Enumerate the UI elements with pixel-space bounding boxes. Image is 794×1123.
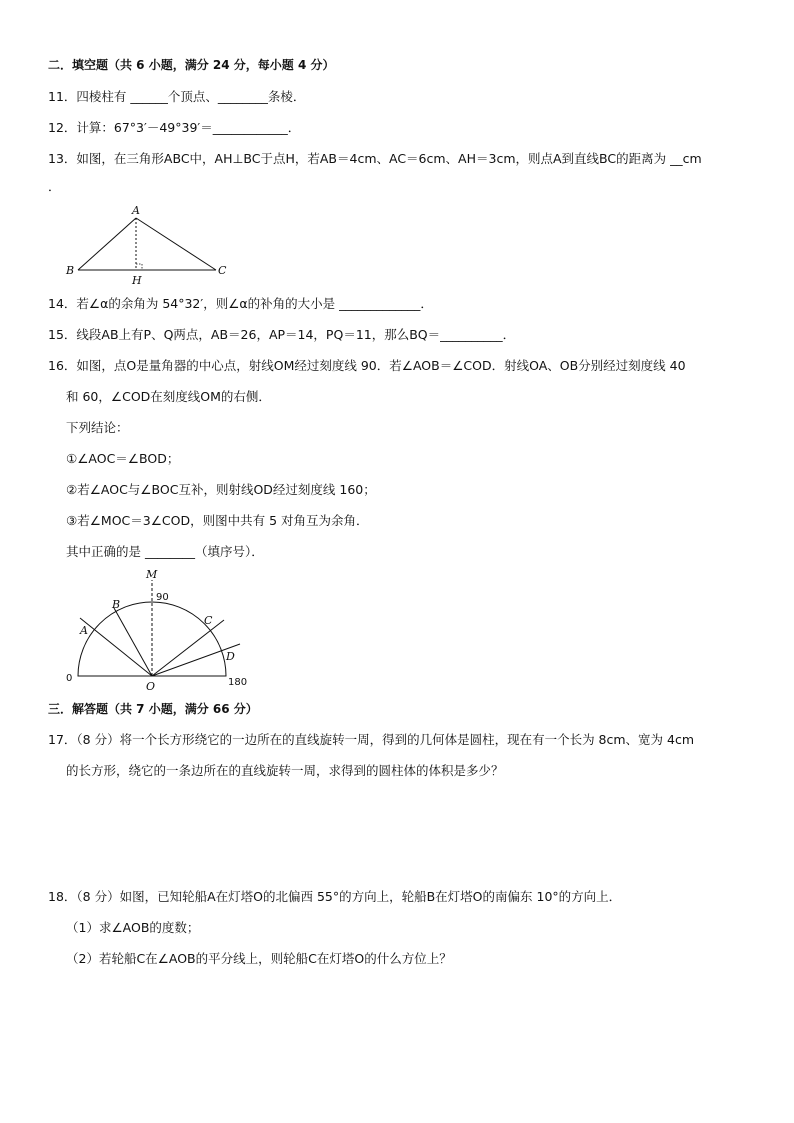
tick-180: 180 [228,677,248,688]
question-16-conclusion-2: ②若∠AOC与∠BOC互补，则射线OD经过刻度线 160； [66,482,376,497]
side-ab [78,218,136,270]
label-c2: C [204,614,213,627]
ray-oc [152,620,224,676]
section-2-title: 二．填空题（共 6 小题，满分 24 分，每小题 4 分） [48,58,335,72]
question-17-line-1: 17．（8 分）将一个长方形绕它的一边所在的直线旋转一周，得到的几何体是圆柱，现在有一个长为 8cm、宽为 4cm [48,732,695,747]
label-h: H [132,274,142,287]
question-16-conclusion-1: ①∠AOC＝∠BOD； [66,451,180,466]
question-11: 11．四棱柱有 ______个顶点、________条棱． [48,89,306,104]
question-18-line-1: 18．（8 分）如图，已知轮船A在灯塔O的北偏西 55°的方向上，轮船B在灯塔O的南偏东 10°的方向上． [48,889,622,904]
tick-0: 0 [66,673,73,684]
question-16-conclusion-3: ③若∠MOC＝3∠COD，则图中共有 5 对角互为余角． [66,513,369,528]
ray-ob [114,608,152,676]
question-17-line-2: 的长方形，绕它的一条边所在的直线旋转一周，求得到的圆柱体的体积是多少？ [66,763,504,778]
label-c: C [218,264,227,277]
label-a: A [132,204,140,217]
question-13-line-1: 13．如图，在三角形ABC中，AH⊥BC于点H，若AB＝4cm、AC＝6cm、AH＝3cm，则点A到直线BC的距离为 __cm [48,151,702,166]
question-14: 14．若∠α的余角为 54°32′，则∠α的补角的大小是 _____________． [48,296,433,311]
question-16-line-2: 和 60，∠COD在刻度线OM的右侧． [66,389,271,404]
question-15: 15．线段AB上有P、Q两点，AB＝26，AP＝14，PQ＝11，那么BQ＝__________． [48,327,516,342]
triangle-figure [60,200,240,288]
label-a2: A [80,624,88,637]
protractor-figure [60,566,260,694]
question-12: 12．计算：67°3′－49°39′＝____________． [48,120,301,135]
label-m: M [146,568,158,581]
tick-90: 90 [156,592,169,603]
question-16-answer: 其中正确的是 ________（填序号）． [66,544,264,559]
question-16-line-1: 16．如图，点O是量角器的中心点，射线OM经过刻度线 90．若∠AOB＝∠COD．射线OA、OB分别经过刻度线 40 [48,358,686,373]
section-3-title: 三．解答题（共 7 小题，满分 66 分） [48,702,258,716]
label-d: D [226,650,235,663]
right-angle-mark [136,264,142,270]
question-18-sub-2: （2）若轮船C在∠AOB的平分线上，则轮船C在灯塔O的什么方位上？ [66,951,452,966]
label-b2: B [112,598,121,611]
question-13-line-2: ． [48,179,61,194]
side-ac [136,218,216,270]
question-16-intro: 下列结论： [66,420,129,435]
label-b: B [66,264,75,277]
label-o: O [146,680,156,693]
ray-oa [80,618,152,676]
question-18-sub-1: （1）求∠AOB的度数； [66,920,200,935]
